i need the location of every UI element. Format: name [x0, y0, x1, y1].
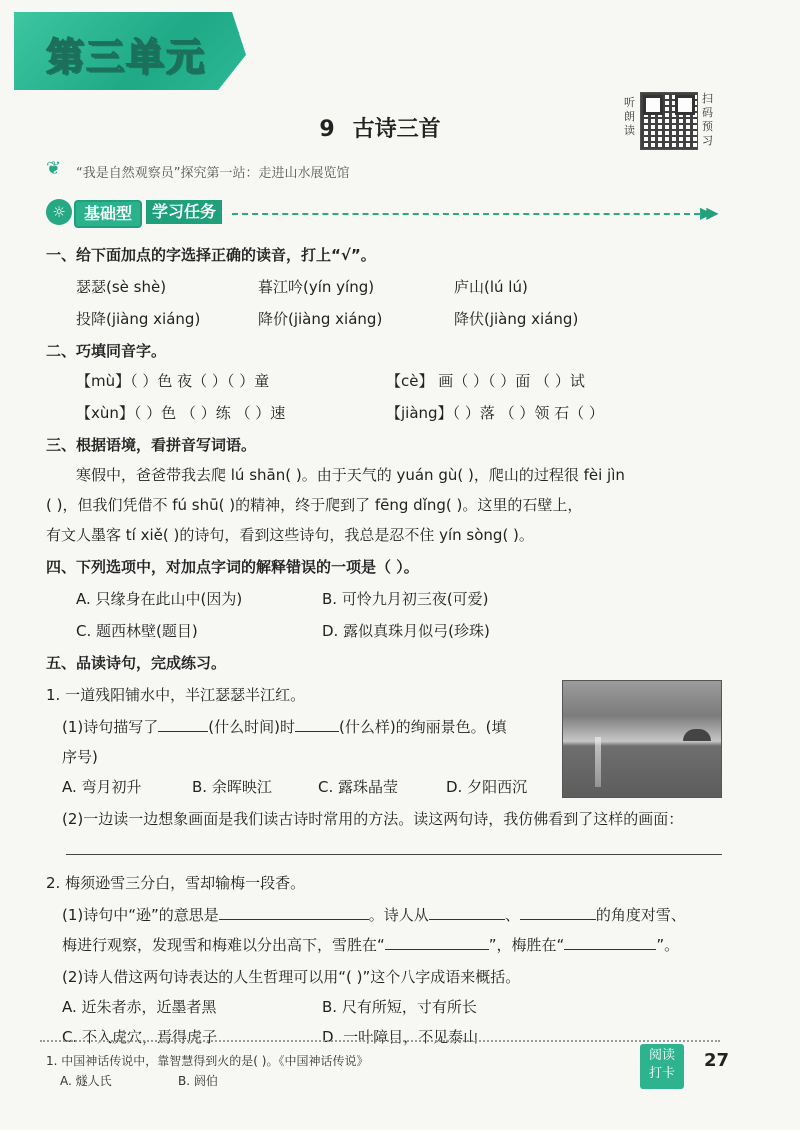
q2-part1-line2	[62, 934, 679, 955]
task-label-chip: 学习任务	[146, 200, 222, 224]
q1-text: (1)诗句描写了	[62, 718, 159, 736]
s2-row: 【cè】 画（ ）（ ）面 （ ）试	[386, 372, 585, 390]
s4-option-b: B. 可怜九月初三夜(可爱)	[322, 590, 489, 608]
s2-row: 【jiàng】（ ）落 （ ）领 石（ ）	[386, 404, 604, 422]
s1-item: 暮江吟(yín yíng)	[258, 278, 375, 296]
s3-line: 有文人墨客 tí xiě( )的诗句，看到这些诗句，我总是忍不住 yín sòng( )。	[46, 526, 534, 544]
q2-text: (1)诗句中“逊”的意思是	[62, 906, 219, 924]
q1-poem: 1. 一道残阳铺水中，半江瑟瑟半江红。	[46, 686, 306, 704]
q2-text: 梅进行观察，发现雪和梅难以分出高下，雪胜在“	[62, 936, 385, 954]
answer-blank[interactable]	[429, 904, 505, 920]
answer-blank[interactable]	[385, 934, 489, 950]
explore-text: “我是自然观察员”探究第一站：走进山水展览馆	[76, 166, 350, 181]
section1-title: 一、给下面加点的字选择正确的读音，打上“√”。	[46, 246, 376, 264]
section2-title: 二、巧填同音字。	[46, 342, 167, 360]
q1-part2: (2)一边读一边想象画面是我们读古诗时常用的方法。读这两句诗，我仿佛看到了这样的画面：	[62, 810, 684, 828]
footer-divider	[40, 1040, 720, 1042]
lightbulb-icon: ☼	[46, 199, 72, 225]
s1-item: 庐山(lú lú)	[454, 278, 528, 296]
qr-left-label: 听朗读	[624, 96, 635, 137]
footer-question: 1. 中国神话传说中，靠智慧得到火的是( )。《中国神话传说》	[46, 1054, 369, 1068]
s4-option-a: A. 只缘身在此山中(因为)	[76, 590, 243, 608]
task-type-chip: 基础型	[74, 200, 142, 228]
qr-right-label: 扫码预习	[702, 92, 713, 147]
card-line: 阅读	[648, 1048, 675, 1063]
q2-text: ”，梅胜在“	[488, 936, 565, 954]
lesson-number: 9	[319, 117, 335, 142]
q2-text: ”。	[656, 936, 680, 954]
s1-item: 瑟瑟(sè shè)	[76, 278, 167, 296]
s2-row: 【xùn】（ ）色 （ ）练 （ ）速	[76, 404, 286, 422]
q1-text: (什么时间)时	[208, 718, 295, 736]
s1-item: 投降(jiàng xiáng)	[76, 310, 201, 328]
q2-text: 。诗人从	[368, 906, 429, 924]
answer-blank[interactable]	[219, 904, 369, 920]
q1-part1	[62, 716, 507, 737]
sun-reflection	[595, 737, 601, 787]
leaf-icon: ❦	[46, 158, 62, 179]
q1-option-b: B. 余晖映江	[192, 778, 272, 796]
q2-option-c: C. 不入虎穴，焉得虎子	[62, 1028, 218, 1046]
footer-option-b: B. 阏伯	[178, 1074, 218, 1088]
section4-title: 四、下列选项中，对加点字词的解释错误的一项是（ ）。	[46, 558, 419, 576]
q2-part1-line1	[62, 904, 686, 925]
card-line: 打卡	[648, 1066, 675, 1081]
answer-blank[interactable]	[295, 716, 339, 732]
section5-title: 五、品读诗句，完成练习。	[46, 654, 227, 672]
qr-code[interactable]	[640, 92, 698, 150]
q1-option-d: D. 夕阳西沉	[446, 778, 528, 796]
footer-option-a: A. 燧人氏	[60, 1074, 112, 1088]
s3-line: 寒假中，爸爸带我去爬 lú shān( )。由于天气的 yuán gù( )，爬山的过程很 fèi jìn	[76, 466, 625, 484]
q2-part2: (2)诗人借这两句诗表达的人生哲理可以用“( )”这个八字成语来概括。	[62, 968, 521, 986]
q2-option-b: B. 尺有所短，寸有所长	[322, 998, 477, 1016]
answer-line[interactable]	[66, 854, 722, 855]
q2-option-d: D. 一叶障目，不见泰山	[322, 1028, 479, 1046]
answer-blank[interactable]	[158, 716, 208, 732]
q2-text: 的角度对雪、	[595, 906, 686, 924]
unit-title: 第三单元	[46, 35, 207, 79]
section3-title: 三、根据语境，看拼音写词语。	[46, 436, 257, 454]
q1-text: (什么样)的绚丽景色。(填	[338, 718, 507, 736]
task-divider	[232, 213, 700, 215]
lesson-name: 古诗三首	[352, 117, 441, 142]
island-shape	[683, 729, 711, 741]
q1-option-c: C. 露珠晶莹	[318, 778, 399, 796]
page-number: 27	[704, 1050, 730, 1071]
s1-item: 降伏(jiàng xiáng)	[454, 310, 579, 328]
s2-row: 【mù】（ ）色 夜（ ）（ ）童	[76, 372, 270, 390]
s1-item: 降价(jiàng xiáng)	[258, 310, 383, 328]
s4-option-d: D. 露似真珠月似弓(珍珠)	[322, 622, 490, 640]
sunset-river-photo	[562, 680, 722, 798]
q2-poem: 2. 梅须逊雪三分白，雪却输梅一段香。	[46, 874, 306, 892]
reading-checkin-button[interactable]	[640, 1044, 684, 1089]
q1-text: 序号)	[62, 748, 98, 766]
answer-blank[interactable]	[520, 904, 596, 920]
s4-option-c: C. 题西林壁(题目)	[76, 622, 198, 640]
answer-blank[interactable]	[564, 934, 656, 950]
double-arrow-icon: ▶▶	[700, 203, 713, 222]
q2-text: 、	[504, 906, 520, 924]
s3-line: ( )，但我们凭借不 fú shū( )的精神，终于爬到了 fēng dǐng( )。这里的石壁上，	[46, 496, 583, 514]
q1-option-a: A. 弯月初升	[62, 778, 142, 796]
q2-option-a: A. 近朱者赤，近墨者黑	[62, 998, 217, 1016]
